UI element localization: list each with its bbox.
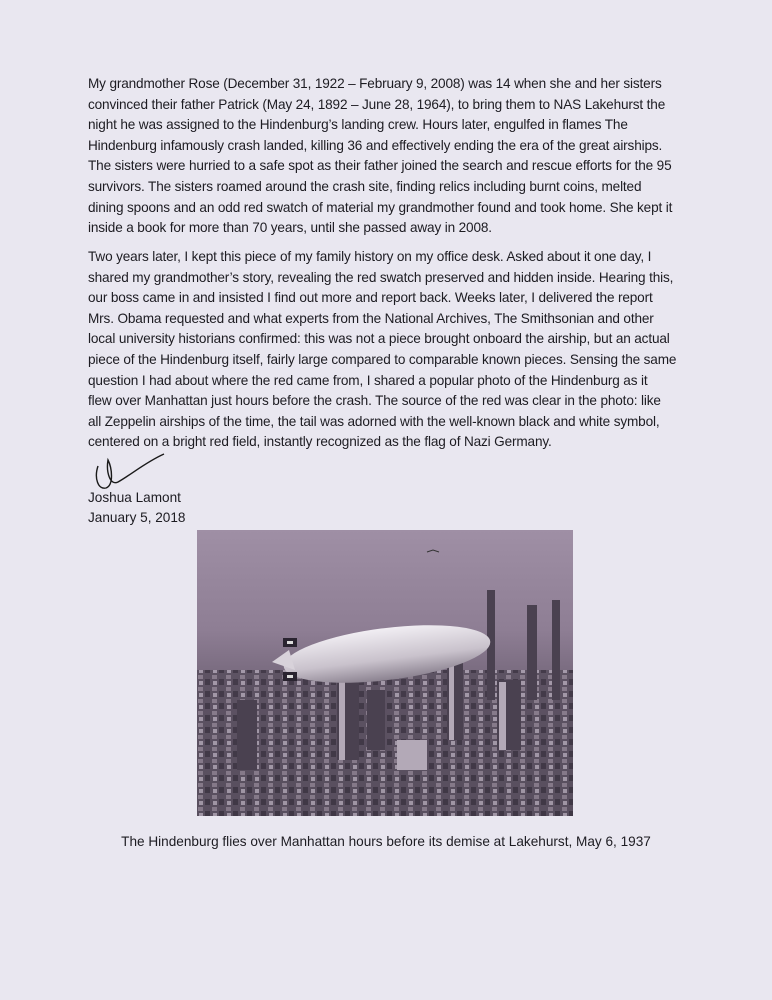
author-name: Joshua Lamont — [88, 490, 181, 505]
text-line: dining spoons and an odd red swatch of material my grandmother found and took home. She kept it — [88, 199, 673, 215]
photo-caption: The Hindenburg flies over Manhattan hours before its demise at Lakehurst, May 6, 1937 — [121, 834, 651, 849]
text-line: Hindenburg infamously crash landed, killing 36 and effectively ending the era of the great airships. — [88, 137, 663, 153]
text-line: question I had about where the red came from, I shared a popular photo of the Hindenburg as it — [88, 372, 648, 388]
paragraph-1 — [88, 74, 728, 239]
text-line: convinced their father Patrick (May 24, 1892 – June 28, 1964), to bring them to NAS Lakehurst the — [88, 96, 666, 112]
text-line: The sisters were hurried to a safe spot as their father joined the search and rescue efforts for the 95 — [88, 158, 672, 174]
text-line: night he was assigned to the Hindenburg’s landing crew. Hours later, engulfed in flames The — [88, 117, 628, 133]
paragraph-2 — [88, 247, 728, 453]
text-line: Mrs. Obama requested and what experts from the National Archives, The Smithsonian and other — [88, 310, 654, 326]
text-line: shared my grandmother’s story, revealing the red swatch preserved and hidden inside. Hearing this, — [88, 269, 674, 285]
text-line: centered on a bright red field, instantly recognized as the flag of Nazi Germany. — [88, 434, 552, 450]
text-line: piece of the Hindenburg itself, fairly large compared to comparable known pieces. Sensing the same — [88, 351, 677, 367]
text-line: our boss came in and insisted I find out more and report back. Weeks later, I delivered the report — [88, 290, 653, 306]
letter-date: January 5, 2018 — [88, 510, 186, 525]
text-line: My grandmother Rose (December 31, 1922 – February 9, 2008) was 14 when she and her sisters — [88, 76, 662, 91]
text-line: survivors. The sisters roamed around the crash site, finding relics including burnt coins, melted — [88, 178, 642, 194]
signature — [84, 438, 194, 498]
hindenburg-photo — [197, 530, 573, 816]
text-line: local university historians confirmed: this was not a piece brought onboard the airship, but an actual — [88, 331, 670, 347]
text-line: inside a book for more than 70 years, until she passed away in 2008. — [88, 220, 492, 236]
text-line: Two years later, I kept this piece of my family history on my office desk. Asked about it one day, I — [88, 249, 652, 264]
text-line: all Zeppelin airships of the time, the tail was adorned with the well-known black and white symbol, — [88, 413, 660, 429]
text-line: flew over Manhattan just hours before the crash. The source of the red was clear in the photo: like — [88, 393, 661, 409]
